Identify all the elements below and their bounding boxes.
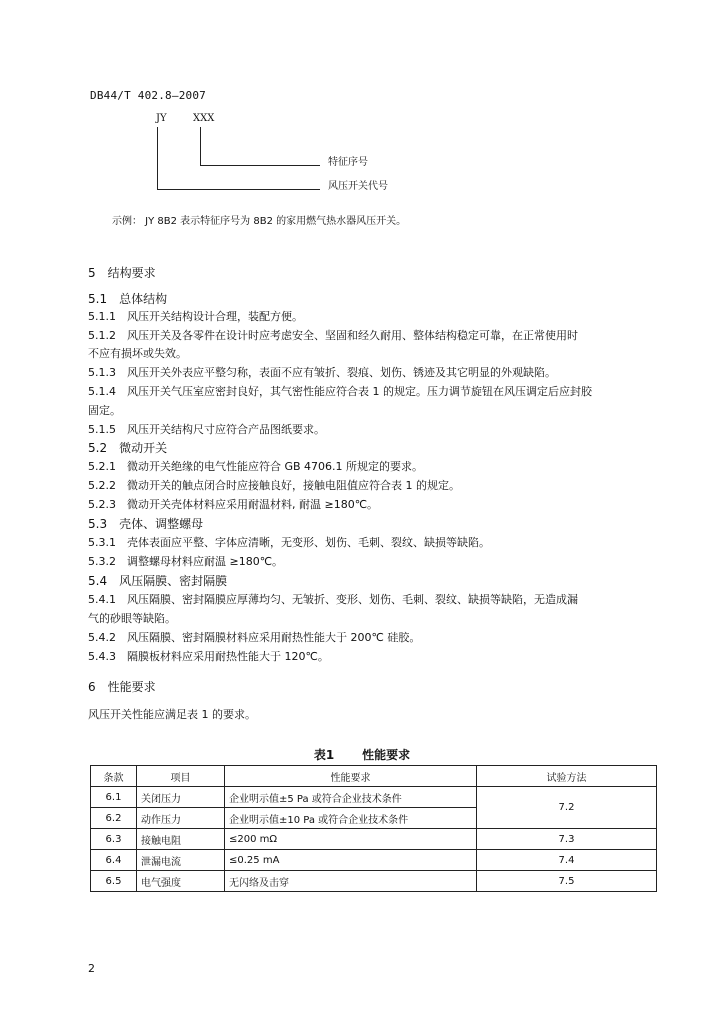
section-5-heading: 5 结构要求	[88, 266, 156, 280]
table-row	[91, 787, 657, 808]
cell-test-method-merged: 7.2	[477, 787, 657, 829]
cell-test-method: 7.4	[477, 850, 657, 871]
clause-5-1-4-line1: 5.1.4 风压开关气压室应密封良好，其气密性能应符合表 1 的规定。压力调节旋钮在风压调定后应封胶	[88, 385, 592, 398]
clause-5-1-3: 5.1.3 风压开关外表应平整匀称，表面不应有皱折、裂痕、划伤、锈迹及其它明显的外观缺陷。	[88, 366, 556, 379]
code-prefix: JY	[156, 113, 167, 124]
section-5-4-heading: 5.4 风压隔膜、密封隔膜	[88, 574, 228, 588]
section-5-1-heading: 5.1 总体结构	[88, 292, 168, 306]
bracket-line-prefix-horizontal	[157, 189, 320, 190]
table-header-row	[91, 766, 657, 787]
header-test-method: 试验方法	[477, 766, 657, 787]
cell-item: 电气强度	[137, 871, 225, 892]
header-clause: 条款	[91, 766, 137, 787]
clause-5-1-1: 5.1.1 风压开关结构设计合理，装配方便。	[88, 310, 303, 323]
example-text: 示例： JY 8B2 表示特征序号为 8B2 的家用燃气热水器风压开关。	[112, 216, 407, 227]
table-row	[91, 829, 657, 850]
cell-requirement: ≤200 mΩ	[225, 829, 477, 850]
bracket-line-prefix-vertical	[157, 127, 158, 189]
cell-clause: 6.4	[91, 850, 137, 871]
cell-test-method: 7.5	[477, 871, 657, 892]
page-number: 2	[88, 962, 95, 975]
clause-5-2-3: 5.2.3 微动开关壳体材料应采用耐温材料, 耐温 ≥180℃。	[88, 498, 379, 511]
cell-item: 接触电阻	[137, 829, 225, 850]
cell-clause: 6.2	[91, 808, 137, 829]
clause-5-4-2: 5.4.2 风压隔膜、密封隔膜材料应采用耐热性能大于 200℃ 硅胶。	[88, 631, 421, 644]
cell-item: 泄漏电流	[137, 850, 225, 871]
performance-table	[90, 765, 657, 892]
clause-5-4-1-line1: 5.4.1 风压隔膜、密封隔膜应厚薄均匀、无皱折、变形、划伤、毛刺、裂纹、缺损等缺陷，无造成漏	[88, 593, 578, 606]
cell-requirement: 企业明示值±5 Pa 或符合企业技术条件	[225, 787, 477, 808]
section-6-intro: 风压开关性能应满足表 1 的要求。	[88, 708, 256, 721]
section-6-heading: 6 性能要求	[88, 680, 156, 694]
label-feature-number: 特征序号	[328, 157, 368, 168]
table-row	[91, 871, 657, 892]
table-caption	[0, 746, 724, 763]
table-caption-title: 性能要求	[362, 748, 411, 762]
code-suffix: XXX	[193, 113, 215, 124]
section-5-3-heading: 5.3 壳体、调整螺母	[88, 517, 204, 531]
cell-test-method: 7.3	[477, 829, 657, 850]
table-caption-number: 表1	[313, 748, 335, 762]
cell-requirement: 企业明示值±10 Pa 或符合企业技术条件	[225, 808, 477, 829]
clause-5-1-4-line2: 固定。	[88, 404, 121, 417]
clause-5-1-2-line2: 不应有损坏或失效。	[88, 347, 187, 360]
cell-requirement: 无闪络及击穿	[225, 871, 477, 892]
cell-clause: 6.1	[91, 787, 137, 808]
bracket-line-suffix-vertical	[200, 127, 201, 165]
header-requirement: 性能要求	[225, 766, 477, 787]
clause-5-1-2-line1: 5.1.2 风压开关及各零件在设计时应考虑安全、坚固和经久耐用、整体结构稳定可靠，在正常使用时	[88, 329, 578, 342]
cell-requirement: ≤0.25 mA	[225, 850, 477, 871]
cell-item: 关闭压力	[137, 787, 225, 808]
document-header: DB44/T 402.8—2007	[90, 89, 206, 102]
clause-5-3-2: 5.3.2 调整螺母材料应耐温 ≥180℃。	[88, 555, 284, 568]
section-5-2-heading: 5.2 微动开关	[88, 441, 168, 455]
cell-item: 动作压力	[137, 808, 225, 829]
header-item: 项目	[137, 766, 225, 787]
cell-clause: 6.5	[91, 871, 137, 892]
clause-5-1-5: 5.1.5 风压开关结构尺寸应符合产品图纸要求。	[88, 423, 325, 436]
bracket-line-suffix-horizontal	[200, 165, 320, 166]
clause-5-4-3: 5.4.3 隔膜板材料应采用耐热性能大于 120℃。	[88, 650, 329, 663]
label-switch-code: 风压开关代号	[328, 181, 388, 192]
cell-clause: 6.3	[91, 829, 137, 850]
clause-5-3-1: 5.3.1 壳体表面应平整、字体应清晰，无变形、划伤、毛刺、裂纹、缺损等缺陷。	[88, 536, 490, 549]
table-row	[91, 850, 657, 871]
clause-5-2-1: 5.2.1 微动开关绝缘的电气性能应符合 GB 4706.1 所规定的要求。	[88, 460, 424, 473]
clause-5-4-1-line2: 气的砂眼等缺陷。	[88, 612, 176, 625]
clause-5-2-2: 5.2.2 微动开关的触点闭合时应接触良好，接触电阻值应符合表 1 的规定。	[88, 479, 460, 492]
